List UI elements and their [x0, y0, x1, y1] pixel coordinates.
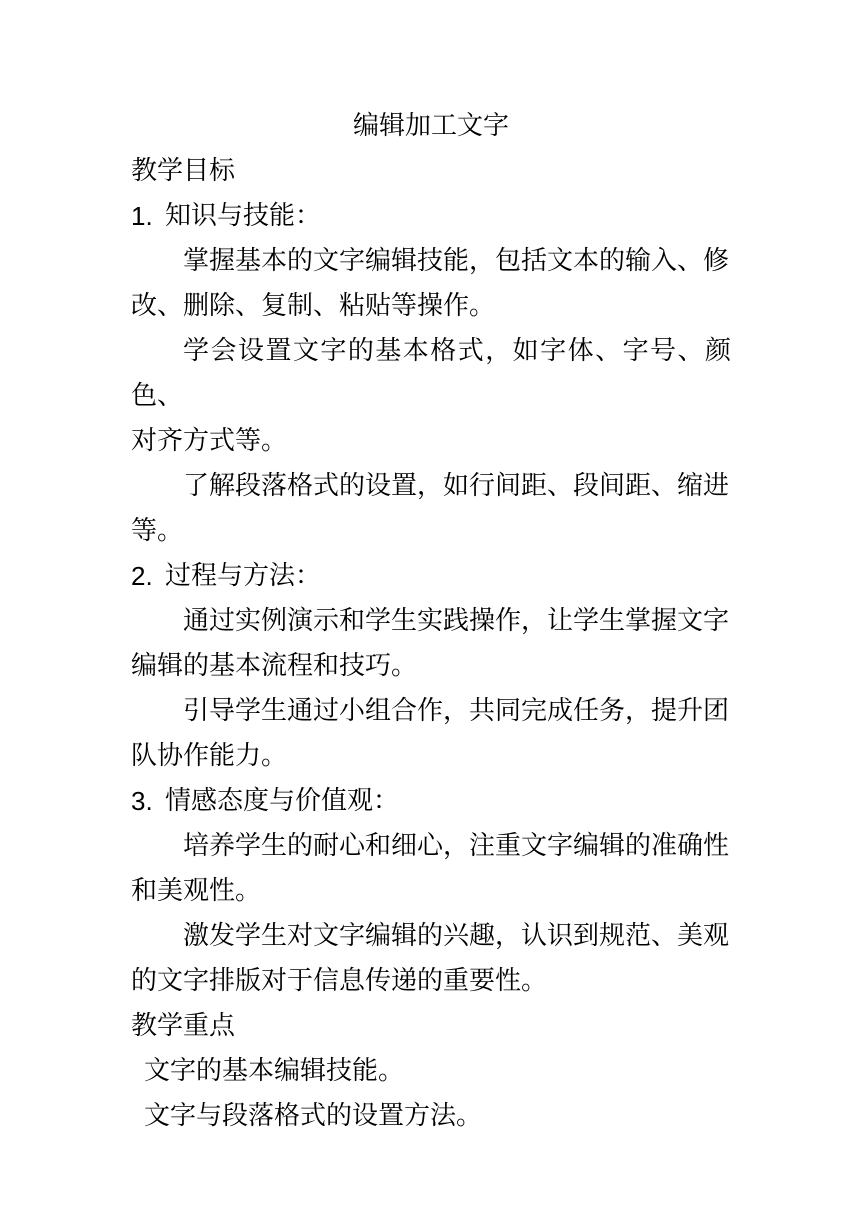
document-page	[131, 104, 731, 1139]
objective-number-3: 3.	[131, 786, 153, 816]
objective-paragraph	[131, 689, 731, 779]
objective-number-1: 1.	[131, 201, 153, 231]
paragraph-line: 引导学生通过小组合作，共同完成任务，提升团	[183, 696, 730, 726]
paragraph-line: 学会设置文字的基本格式，如字体、字号、颜色、	[131, 336, 731, 411]
paragraph-line: 对齐方式等。	[131, 426, 288, 456]
key-points-heading: 教学重点	[131, 1011, 236, 1041]
objective-title-2: 过程与方法：	[165, 561, 322, 591]
document-title: 编辑加工文字	[352, 111, 509, 141]
objective-paragraph	[131, 464, 731, 554]
paragraph-line: 了解段落格式的设置，如行间距、段间距、缩进	[183, 471, 730, 501]
objectives-heading: 教学目标	[131, 156, 236, 186]
objective-section-1	[131, 194, 731, 554]
objective-title-1: 知识与技能：	[165, 201, 322, 231]
paragraph-line: 掌握基本的文字编辑技能，包括文本的输入、修	[183, 246, 730, 276]
objective-paragraph	[131, 599, 731, 689]
objective-section-3	[131, 779, 731, 1004]
paragraph-line: 编辑的基本流程和技巧。	[131, 651, 418, 681]
objective-section-2	[131, 554, 731, 779]
objective-heading-3	[131, 779, 731, 824]
objective-paragraph	[131, 329, 731, 464]
paragraph-line: 培养学生的耐心和细心，注重文字编辑的准确性	[183, 831, 730, 861]
objective-paragraph	[131, 824, 731, 914]
paragraph-line: 通过实例演示和学生实践操作，让学生掌握文字	[183, 606, 730, 636]
objective-heading-2	[131, 554, 731, 599]
objective-number-2: 2.	[131, 561, 153, 591]
objective-paragraph	[131, 914, 731, 1004]
objective-heading-1	[131, 194, 731, 239]
objective-paragraph	[131, 239, 731, 329]
paragraph-line: 改、删除、复制、粘贴等操作。	[131, 291, 496, 321]
paragraph-line: 的文字排版对于信息传递的重要性。	[131, 966, 548, 996]
paragraph-line: 激发学生对文字编辑的兴趣，认识到规范、美观	[183, 921, 730, 951]
paragraph-line: 队协作能力。	[131, 741, 288, 771]
paragraph-line: 和美观性。	[131, 876, 262, 906]
key-point-item: 文字的基本编辑技能。	[144, 1056, 405, 1086]
paragraph-line: 等。	[131, 516, 184, 546]
objective-title-3: 情感态度与价值观：	[165, 786, 400, 816]
key-point-item: 文字与段落格式的设置方法。	[144, 1101, 483, 1131]
